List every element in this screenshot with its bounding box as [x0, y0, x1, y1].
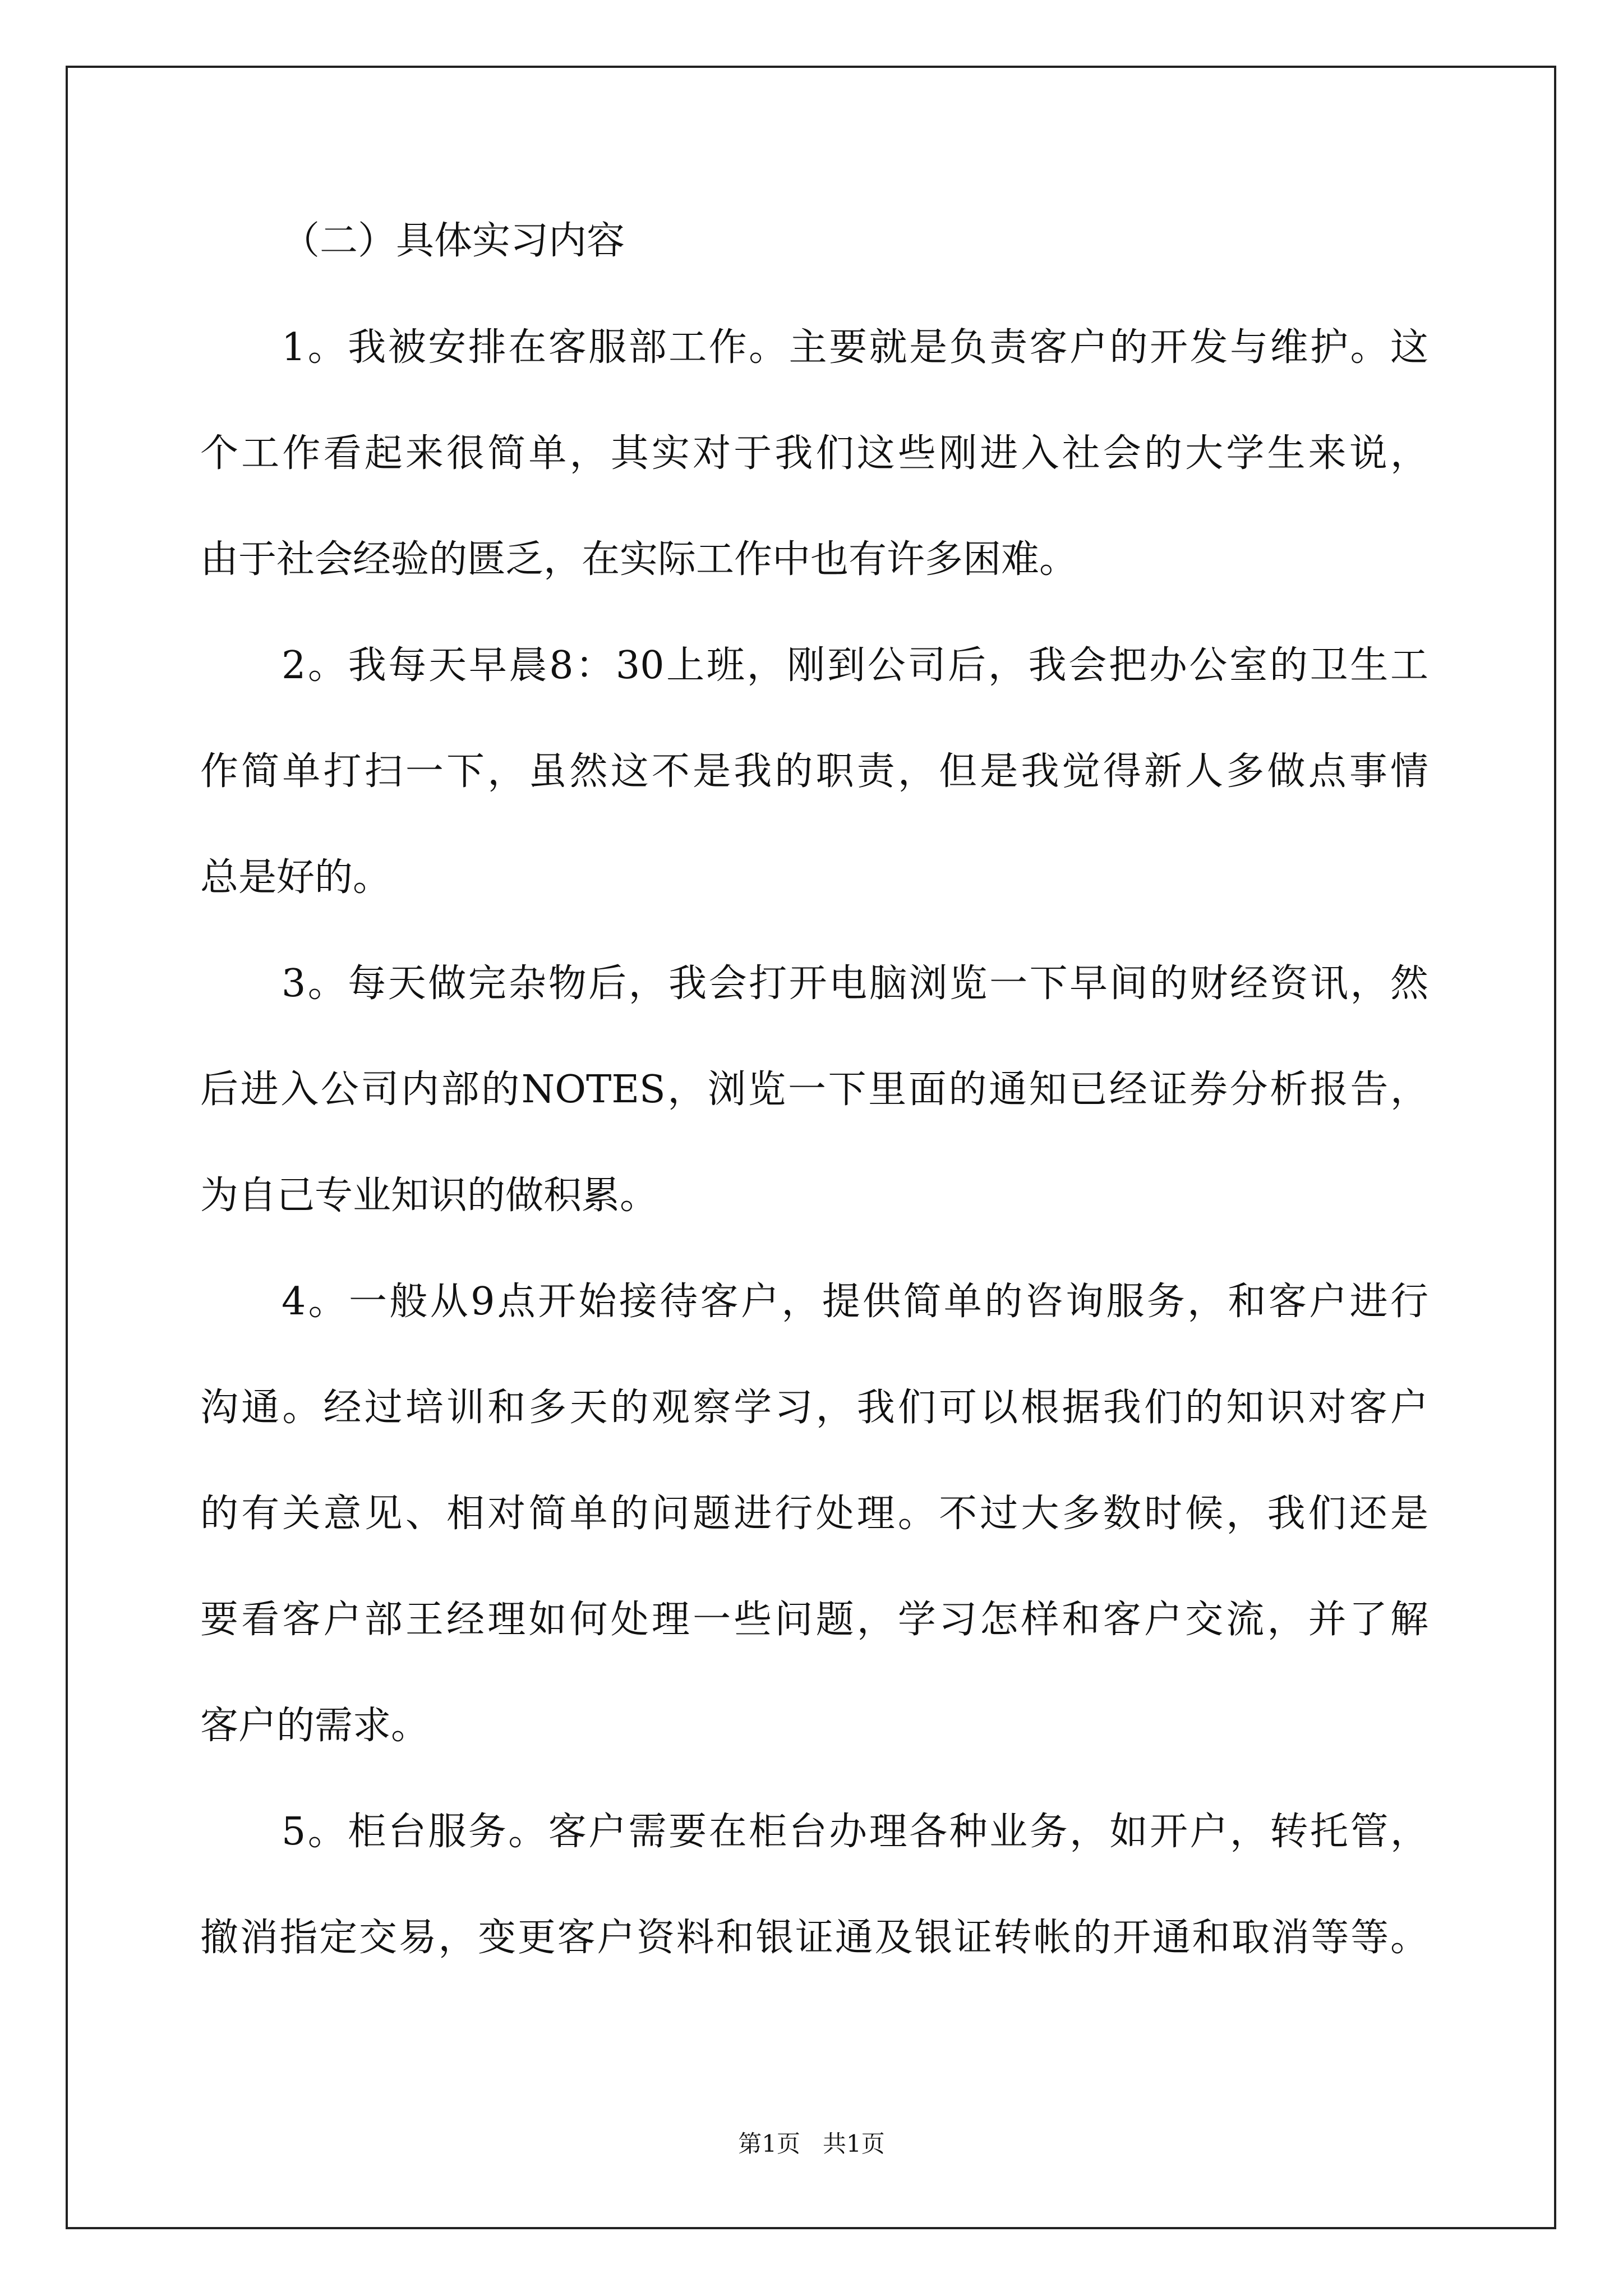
- paragraph-4-line-2: 沟通。经过培训和多天的观察学习，我们可以根据我们的知识对客户: [200, 1386, 1428, 1430]
- paragraph-4-line-5: 客户的需求。: [200, 1704, 430, 1748]
- paragraph-5-line-1: 5。柜台服务。客户需要在柜台办理各种业务，如开户，转托管，: [282, 1810, 1428, 1854]
- paragraph-2-line-3: 总是好的。: [200, 855, 391, 900]
- paragraph-2-line-1: 2。我每天早晨8：30上班，刚到公司后，我会把办公室的卫生工: [282, 643, 1428, 688]
- paragraph-3-line-3: 为自己专业知识的做积累。: [200, 1174, 658, 1218]
- section-heading: （二）具体实习内容: [282, 219, 625, 263]
- paragraph-4-line-3: 的有关意见、相对简单的问题进行处理。不过大多数时候，我们还是: [200, 1492, 1428, 1536]
- paragraph-4-line-1: 4。一般从9点开始接待客户，提供简单的咨询服务，和客户进行: [282, 1280, 1428, 1324]
- page-border: [66, 66, 1556, 2229]
- paragraph-1-line-3: 由于社会经验的匮乏，在实际工作中也有许多困难。: [200, 537, 1078, 582]
- paragraph-3-line-1: 3。每天做完杂物后，我会打开电脑浏览一下早间的财经资讯，然: [282, 961, 1428, 1006]
- paragraph-3-line-2: 后进入公司内部的NOTES，浏览一下里面的通知已经证券分析报告，: [200, 1068, 1428, 1112]
- paragraph-2-line-2: 作简单打扫一下，虽然这不是我的职责，但是我觉得新人多做点事情: [200, 749, 1428, 794]
- page-number-footer: 第1页 共1页: [738, 2130, 885, 2157]
- paragraph-1-line-1: 1。我被安排在客服部工作。主要就是负责客户的开发与维护。这: [282, 325, 1428, 370]
- paragraph-1-line-2: 个工作看起来很简单，其实对于我们这些刚进入社会的大学生来说，: [200, 431, 1428, 476]
- paragraph-5-line-2: 撤消指定交易，变更客户资料和银证通及银证转帐的开通和取消等等。: [200, 1916, 1428, 1960]
- paragraph-4-line-4: 要看客户部王经理如何处理一些问题，学习怎样和客户交流，并了解: [200, 1598, 1428, 1642]
